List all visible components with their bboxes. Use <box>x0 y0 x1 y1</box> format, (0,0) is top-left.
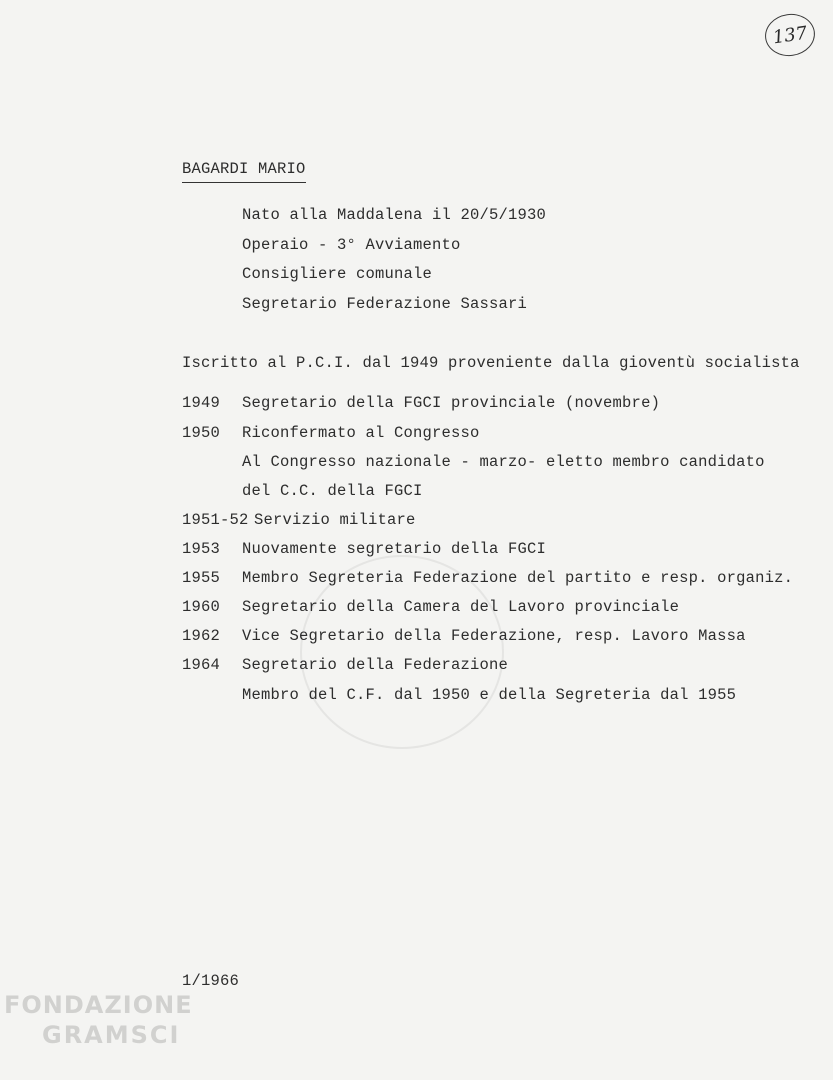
timeline-year: 1960 <box>182 598 221 616</box>
timeline-year: 1953 <box>182 540 221 558</box>
person-name-heading: BAGARDI MARIO <box>182 160 306 183</box>
timeline-entry: Nuovamente segretario della FGCI <box>242 540 547 558</box>
document-date: 1/1966 <box>182 972 240 990</box>
timeline-entry: Servizio militare <box>254 511 416 529</box>
timeline-entry: Membro Segreteria Federazione del partito e resp. organiz. <box>242 569 794 587</box>
role-info: Segretario Federazione Sassari <box>242 295 528 313</box>
membership-statement: Iscritto al P.C.I. dal 1949 proveniente dalla gioventù socialista <box>182 354 800 372</box>
logo-line-1: FONDAZIONE <box>4 991 193 1019</box>
timeline-year: 1964 <box>182 656 221 674</box>
archive-logo <box>4 990 193 1050</box>
timeline-year: 1950 <box>182 424 221 442</box>
timeline-year: 1951-52 <box>182 511 249 529</box>
council-info: Consigliere comunale <box>242 265 433 283</box>
birth-info: Nato alla Maddalena il 20/5/1930 <box>242 206 547 224</box>
occupation-info: Operaio - 3° Avviamento <box>242 236 461 254</box>
timeline-entry: Membro del C.F. dal 1950 e della Segreteria dal 1955 <box>242 686 737 704</box>
timeline-entry: del C.C. della FGCI <box>242 482 423 500</box>
timeline-year: 1949 <box>182 394 221 412</box>
page-number-stamp: 137 <box>762 11 817 60</box>
timeline-entry: Segretario della FGCI provinciale (novembre) <box>242 394 661 412</box>
logo-line-2: GRAMSCI <box>42 1021 181 1049</box>
timeline-entry: Segretario della Camera del Lavoro provinciale <box>242 598 680 616</box>
timeline-entry: Segretario della Federazione <box>242 656 509 674</box>
timeline-entry: Vice Segretario della Federazione, resp. Lavoro Massa <box>242 627 746 645</box>
timeline-year: 1962 <box>182 627 221 645</box>
timeline-entry: Al Congresso nazionale - marzo- eletto membro candidato <box>242 453 765 471</box>
timeline-entry: Riconfermato al Congresso <box>242 424 480 442</box>
timeline-year: 1955 <box>182 569 221 587</box>
